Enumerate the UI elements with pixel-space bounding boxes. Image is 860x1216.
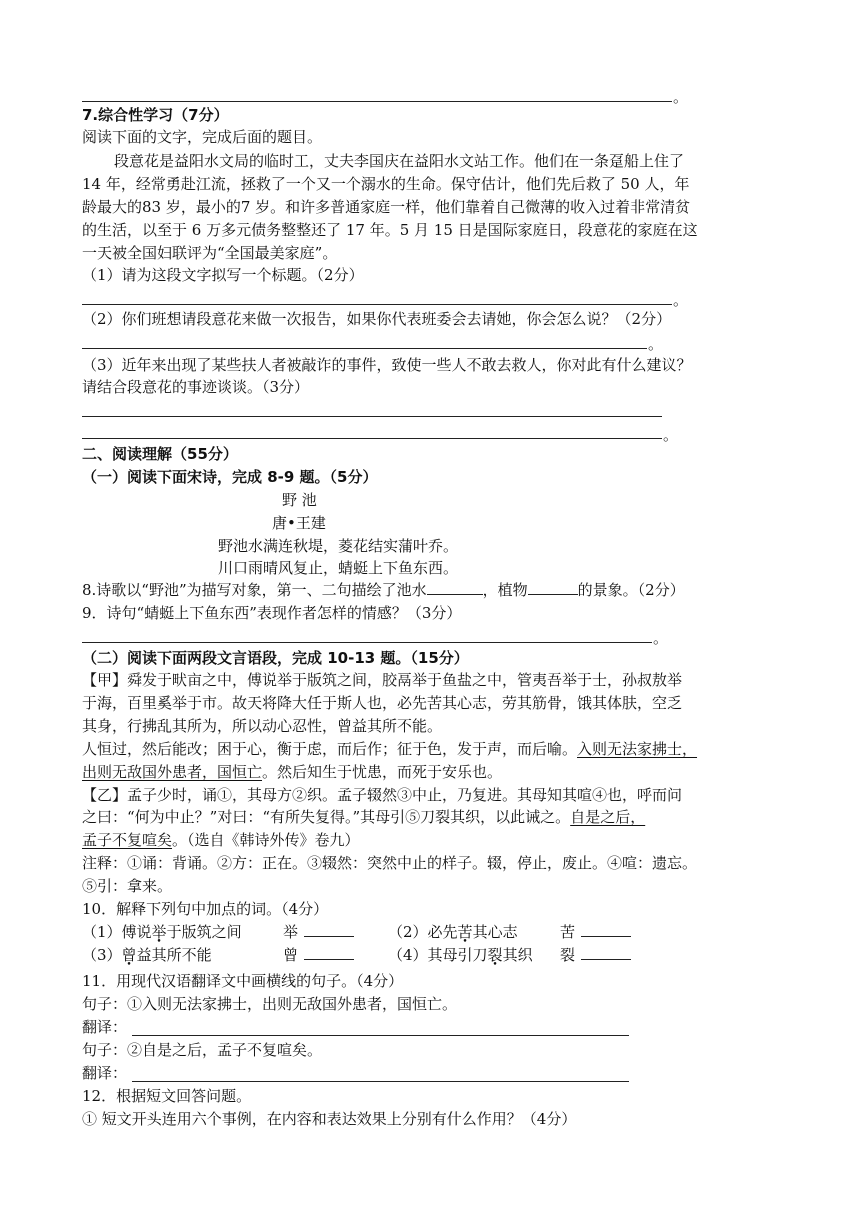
- jia-line: 其身，行拂乱其所为，所以动心忍性，曾益其所不能。: [82, 717, 443, 735]
- q10-item: （3）曾益其所不能: [82, 946, 212, 964]
- q12-title: 12．根据短文回答问题。: [82, 1087, 252, 1105]
- blank[interactable]: [581, 945, 631, 960]
- q11-title: 11．用现代汉语翻译文中画横线的句子。（4分）: [82, 972, 404, 990]
- yi-line: 之曰：“何为中止？”对曰：“有所失复得。”其母引⑤刀裂其织，以此诫之。自是之后，: [82, 808, 646, 826]
- q10-item: （4）其母引刀裂其织: [388, 946, 533, 964]
- q8: 8.诗歌以“野池”为描写对象，第一、二句描绘了池水 ，植物 的景象。（2分）: [82, 581, 685, 599]
- blank[interactable]: [528, 580, 578, 595]
- q10-answer: 举: [283, 921, 354, 943]
- poem-line: 野池水满连秋堤，菱花结实蒲叶乔。: [218, 537, 459, 555]
- poem-line: 川口雨晴风复止，蜻蜓上下鱼东西。: [218, 559, 459, 577]
- jia-line: 人恒过，然后能改；困于心，衡于虑，而后作；征于色，发于声，而后喻。入则无法家拂士，: [82, 740, 698, 758]
- yi-line: 【乙】孟子少时，诵①，其母方②织。孟子辍然③中止，乃复进。其母知其喧④也，呼而问: [82, 786, 683, 804]
- q10-answer: 裂: [560, 944, 631, 966]
- q10-answer: 曾: [283, 944, 354, 966]
- section-heading: （一）阅读下面宋诗，完成 8-9 题。（5分）: [82, 468, 378, 486]
- blank[interactable]: [304, 922, 354, 937]
- answer-line[interactable]: [132, 1035, 629, 1036]
- q7-sub3: （3）近年来出现了某些扶人者被敲诈的事件，致使一些人不敢去救人，你对此有什么建议？: [82, 356, 692, 374]
- blank[interactable]: [427, 580, 483, 595]
- section-heading: （二）阅读下面两段文言语段，完成 10-13 题。（15分）: [82, 649, 469, 667]
- answer-line: [82, 101, 672, 102]
- q7-passage-line: 的生活，以至于 6 万多元债务整整还了 17 年。5 月 15 日是国际家庭日，段意花的家庭在这: [82, 221, 698, 239]
- q7-sub2: （2）你们班想请段意花来做一次报告，如果你代表班委会去请她，你会怎么说？（2分）: [82, 310, 672, 328]
- answer-line[interactable]: [132, 1081, 629, 1082]
- period-mark: 。: [673, 88, 689, 106]
- q11-translate-label: 翻译：: [82, 1018, 128, 1036]
- q7-passage-line: 段意花是益阳水文局的临时工，丈夫李国庆在益阳水文站工作。他们在一条趸船上住了: [114, 152, 685, 170]
- q7-passage-line: 14 年，经常勇赴江流，拯救了一个又一个溺水的生命。保守估计，他们先后救了 50 人，年: [82, 175, 690, 193]
- q9: 9．诗句“蜻蜓上下鱼东西”表现作者怎样的情感？（3分）: [82, 604, 462, 622]
- answer-line[interactable]: [82, 416, 662, 417]
- q11-sentence: 句子：①入则无法家拂士，出则无敌国外患者，国恒亡。: [82, 995, 458, 1013]
- q11-translate-label: 翻译：: [82, 1064, 128, 1082]
- period-mark: 。: [648, 335, 664, 353]
- q7-passage-line: 一天被全国妇联评为“全国最美家庭”。: [82, 244, 338, 262]
- answer-line[interactable]: [82, 642, 652, 643]
- notes-line: 注释：①诵：背诵。②方：正在。③辍然：突然中止的样子。辍，停止，废止。④喧：遗忘。: [82, 854, 698, 872]
- q11-sentence: 句子：②自是之后，孟子不复喧矣。: [82, 1041, 323, 1059]
- blank[interactable]: [581, 922, 631, 937]
- blank[interactable]: [304, 945, 354, 960]
- q7-passage-line: 龄最大的83 岁，最小的7 岁。和许多普通家庭一样，他们靠着自己微薄的收入过着非常清贫: [82, 198, 691, 216]
- q10-title: 10．解释下列句中加点的词。（4分）: [82, 900, 329, 918]
- q7-sub1: （1）请为这段文字拟写一个标题。（2分）: [82, 266, 364, 284]
- notes-line: ⑤引：拿来。: [82, 877, 173, 895]
- answer-line[interactable]: [82, 304, 672, 305]
- poem-author: 唐•王建: [272, 514, 326, 532]
- yi-line: 孟子不复喧矣。（选自《韩诗外传》卷九）: [82, 831, 360, 849]
- q10-item: （2）必先苦其心志: [388, 923, 518, 941]
- answer-line[interactable]: [82, 348, 647, 349]
- q10-item: （1）傅说举于版筑之间: [82, 923, 242, 941]
- jia-line: 于海，百里奚举于市。故天将降大任于斯人也，必先苦其心志，劳其筋骨，饿其体肤，空乏: [82, 694, 683, 712]
- q12-sub1: ① 短文开头连用六个事例，在内容和表达效果上分别有什么作用？（4分）: [82, 1110, 577, 1128]
- period-mark: 。: [653, 629, 669, 647]
- jia-line: 出则无敌国外患者，国恒亡。然后知生于忧患，而死于安乐也。: [82, 763, 503, 781]
- q7-instruction: 阅读下面的文字，完成后面的题目。: [82, 128, 323, 146]
- period-mark: 。: [663, 426, 679, 444]
- q7-sub3: 请结合段意花的事迹谈谈。（3分）: [82, 378, 310, 396]
- section-heading: 二、阅读理解（55分）: [82, 445, 238, 463]
- jia-line: 【甲】舜发于畎亩之中，傅说举于版筑之间，胶鬲举于鱼盐之中，管夷吾举于士，孙叔敖举: [82, 671, 683, 689]
- answer-line[interactable]: [82, 438, 662, 439]
- q10-answer: 苦: [560, 921, 631, 943]
- q7-title: 7.综合性学习（7分）: [82, 106, 229, 124]
- poem-title: 野 池: [282, 491, 317, 509]
- period-mark: 。: [673, 291, 689, 309]
